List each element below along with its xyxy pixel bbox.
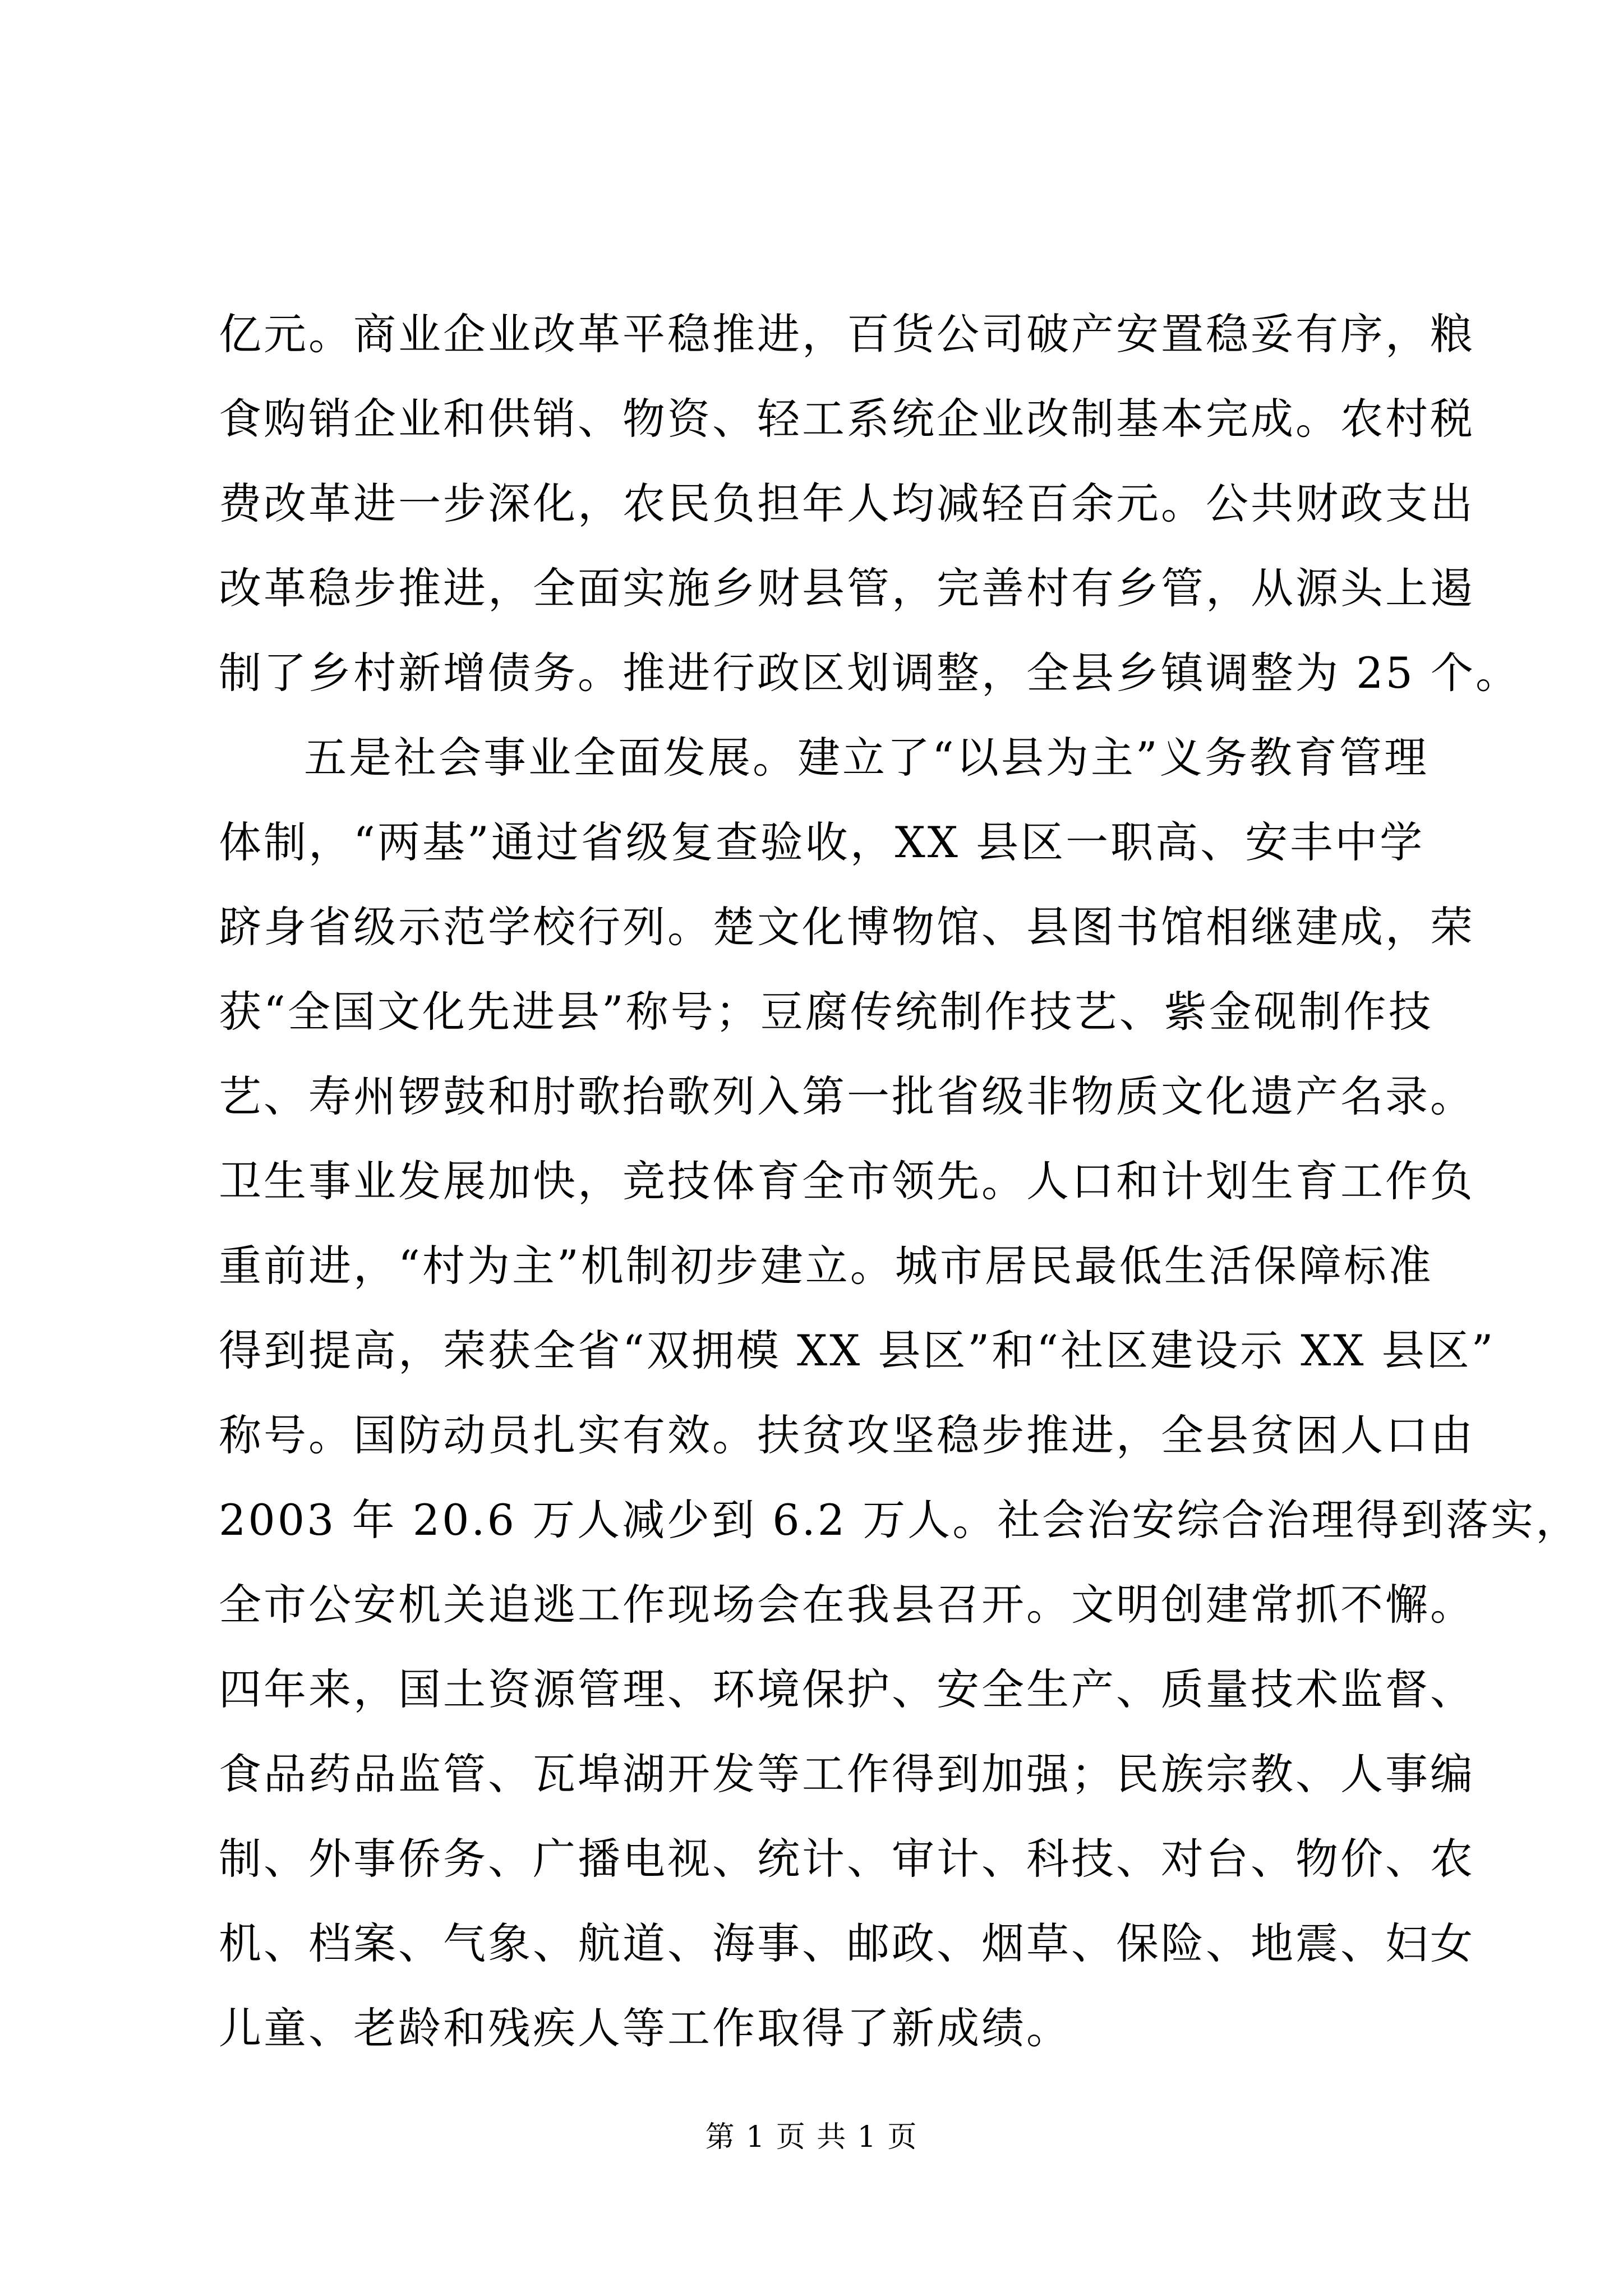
text-line: 艺、寿州锣鼓和肘歌抬歌列入第一批省级非物质文化遗产名录。: [219, 1071, 1475, 1121]
text-line: 四年来，国土资源管理、环境保护、安全生产、质量技术监督、: [219, 1664, 1475, 1714]
text-line: 全市公安机关追逃工作现场会在我县召开。文明创建常抓不懈。: [219, 1580, 1475, 1630]
page-footer: [0, 2115, 1623, 2160]
text-line: 食购销企业和供销、物资、轻工系统企业改制基本完成。农村税: [219, 394, 1475, 444]
text-line: 称号。国防动员扎实有效。扶贫攻坚稳步推进，全县贫困人口由: [219, 1410, 1475, 1460]
text-line: 费改革进一步深化，农民负担年人均减轻百余元。公共财政支出: [219, 478, 1475, 528]
text-line: 得到提高，荣获全省“双拥模 XX 县区”和“社区建设示 XX 县区”: [219, 1326, 1496, 1375]
document-body: [219, 292, 1581, 2070]
text-line: 重前进，“村为主”机制初步建立。城市居民最低生活保障标准: [219, 1241, 1433, 1291]
text-line: 改革稳步推进，全面实施乡财县管，完善村有乡管，从源头上遏: [219, 563, 1475, 613]
text-line: 卫生事业发展加快，竞技体育全市领先。人口和计划生育工作负: [219, 1156, 1475, 1206]
text-line: 食品药品监管、瓦埠湖开发等工作得到加强；民族宗教、人事编: [219, 1749, 1475, 1799]
text-line: 儿童、老龄和残疾人等工作取得了新成绩。: [219, 2003, 1071, 2053]
text-line: 2003 年 20.6 万人减少到 6.2 万人。社会治安综合治理得到落实，: [219, 1495, 1581, 1545]
text-line: 制了乡村新增债务。推进行政区划调整，全县乡镇调整为 25 个。: [219, 648, 1521, 698]
paragraph-first-line: 五是社会事业全面发展。建立了“以县为主”义务教育管理: [304, 733, 1429, 783]
text-line: 跻身省级示范学校行列。楚文化博物馆、县图书馆相继建成，荣: [219, 902, 1475, 952]
text-line: 亿元。商业企业改革平稳推进，百货公司破产安置稳妥有序，粮: [219, 309, 1475, 359]
text-line: 机、档案、气象、航道、海事、邮政、烟草、保险、地震、妇女: [219, 1918, 1475, 1968]
text-line: 体制，“两基”通过省级复查验收，XX 县区一职高、安丰中学: [219, 817, 1425, 867]
text-line: 制、外事侨务、广播电视、统计、审计、科技、对台、物价、农: [219, 1834, 1475, 1884]
text-line: 获“全国文化先进县”称号；豆腐传统制作技艺、紫金砚制作技: [219, 987, 1433, 1037]
page-number: 第 1 页 共 1 页: [705, 2120, 918, 2154]
